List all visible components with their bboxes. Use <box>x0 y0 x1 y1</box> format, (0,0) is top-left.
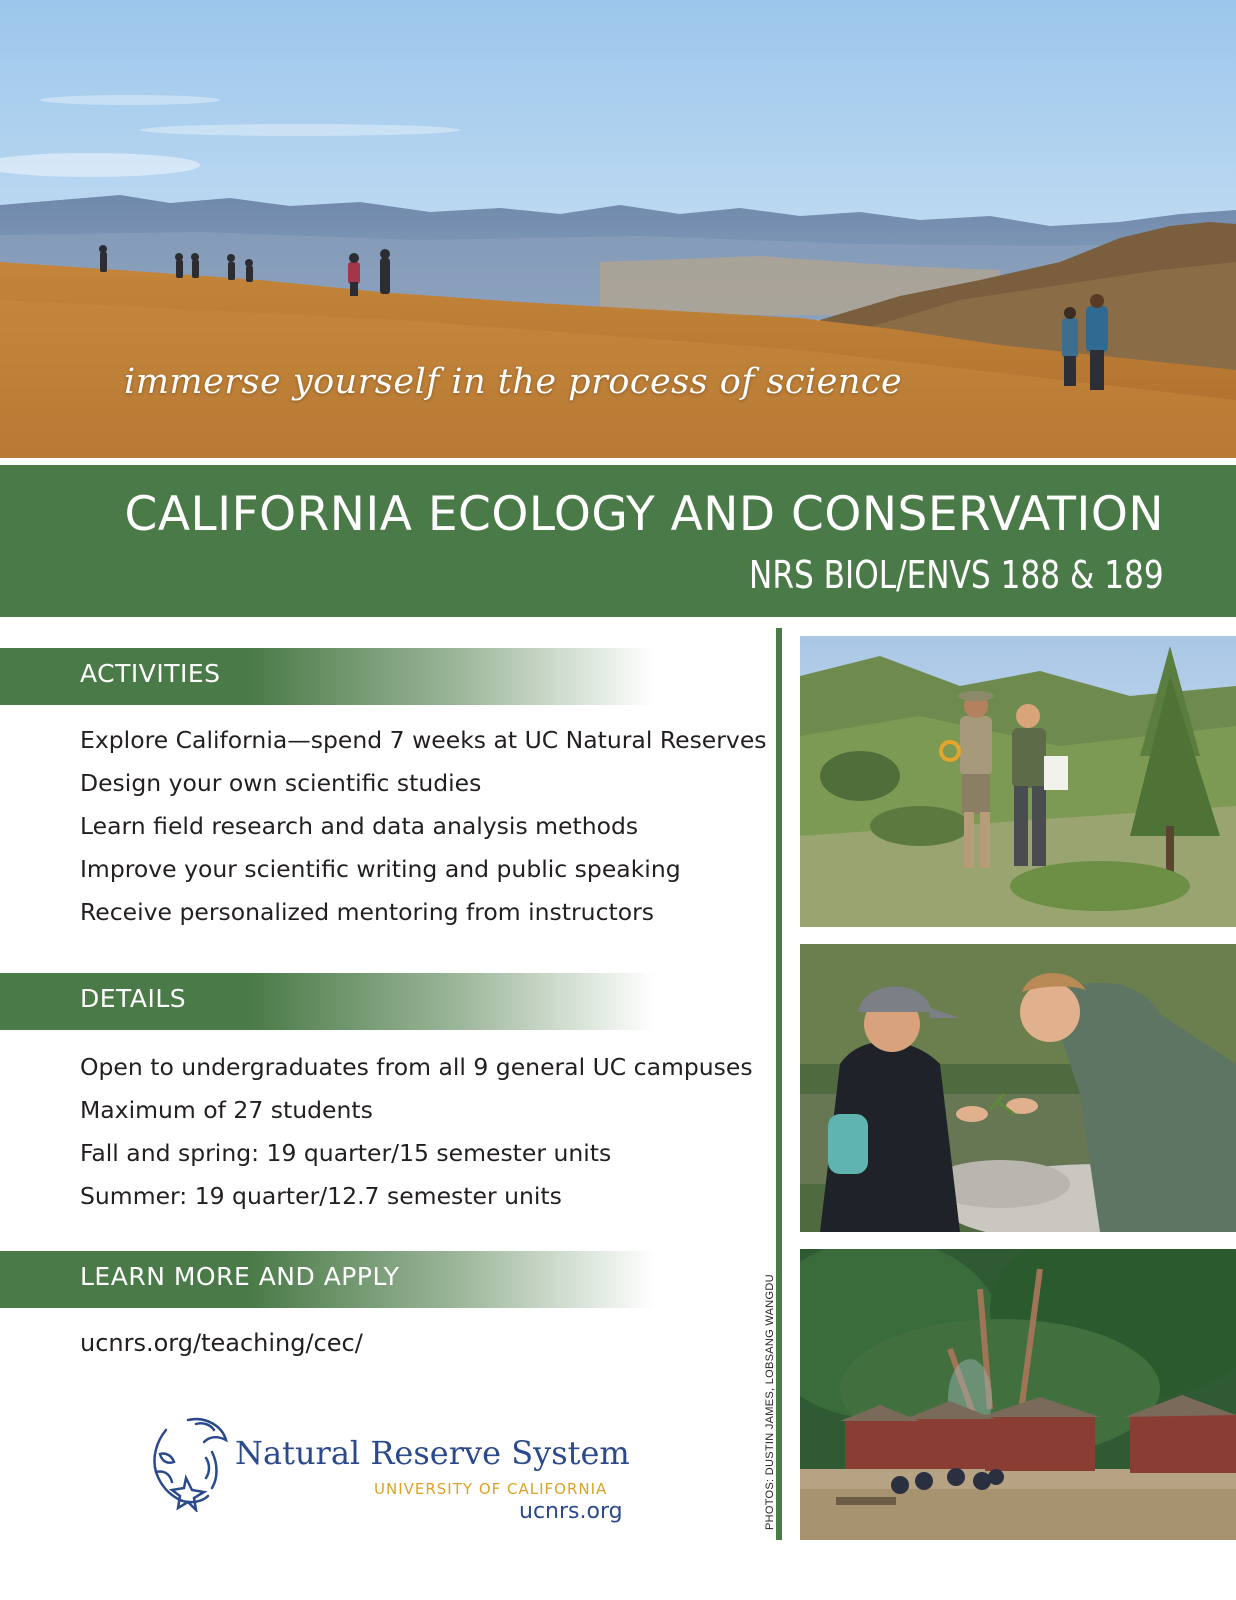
list-item: Receive personalized mentoring from instructors <box>80 898 654 926</box>
program-title: CALIFORNIA ECOLOGY AND CONSERVATION <box>124 487 1164 542</box>
apply-title: LEARN MORE AND APPLY <box>80 1262 400 1291</box>
activities-title: ACTIVITIES <box>80 659 221 688</box>
list-item: Open to undergraduates from all 9 general UC campuses <box>80 1053 753 1081</box>
hero-image <box>0 0 1236 458</box>
logo-name: Natural Reserve System <box>235 1434 630 1472</box>
activities-header <box>0 648 655 705</box>
plant-inspection-photo <box>800 944 1236 1232</box>
list-item: Improve your scientific writing and public speaking <box>80 855 681 883</box>
activities-list <box>80 719 767 934</box>
list-item: Learn field research and data analysis methods <box>80 812 639 840</box>
details-title: DETAILS <box>80 984 187 1013</box>
nrs-logo[interactable] <box>146 1410 646 1535</box>
field-research-photo <box>800 636 1236 927</box>
list-item: Maximum of 27 students <box>80 1096 373 1124</box>
apply-header <box>0 1251 655 1308</box>
title-banner <box>0 465 1236 617</box>
vertical-divider <box>776 628 782 1540</box>
nrs-emblem-icon <box>146 1412 232 1512</box>
list-item: Design your own scientific studies <box>80 769 482 797</box>
course-code: NRS BIOL/ENVS 188 & 189 <box>749 553 1164 597</box>
list-item: Summer: 19 quarter/12.7 semester units <box>80 1182 562 1210</box>
photo-credit: PHOTOS: DUSTIN JAMES, LOBSANG WANGDU <box>764 1274 776 1530</box>
details-list <box>80 1046 753 1218</box>
details-header <box>0 973 655 1030</box>
apply-link[interactable]: ucnrs.org/teaching/cec/ <box>80 1329 363 1357</box>
list-item: Fall and spring: 19 quarter/15 semester units <box>80 1139 612 1167</box>
list-item: Explore California—spend 7 weeks at UC Natural Reserves <box>80 726 767 754</box>
logo-url: ucnrs.org <box>519 1499 623 1524</box>
hero-tagline: immerse yourself in the process of science <box>124 362 903 402</box>
logo-subtitle: UNIVERSITY OF CALIFORNIA <box>374 1480 608 1498</box>
field-camp-photo <box>800 1249 1236 1540</box>
